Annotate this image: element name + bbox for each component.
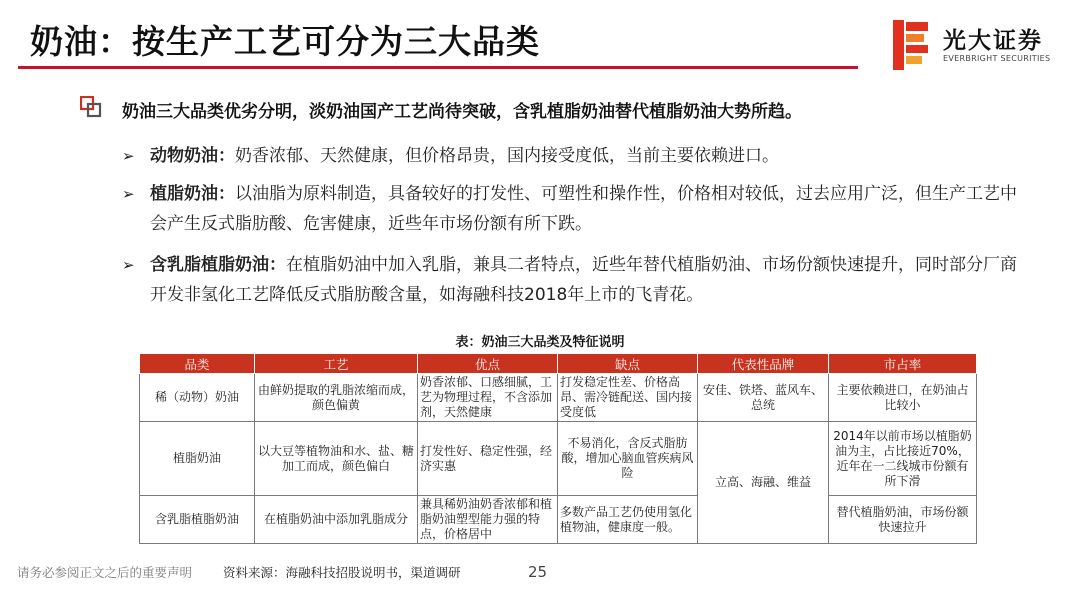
cell-pros: 奶香浓郁、口感细腻，工艺为物理过程，不含添加剂，天然健康 <box>418 374 558 422</box>
table-header-row <box>140 354 977 374</box>
bullet-vegetable-cream <box>122 179 1020 239</box>
bullet-text: 奶香浓郁、天然健康，但价格昂贵，国内接受度低，当前主要依赖进口。 <box>235 146 779 166</box>
col-header-cons: 缺点 <box>558 354 698 374</box>
bullet-label: 含乳脂植脂奶油： <box>150 255 286 275</box>
cell-process: 在植脂奶油中添加乳脂成分 <box>255 496 418 544</box>
cell-pros: 打发性好、稳定性强，经济实惠 <box>418 422 558 496</box>
cell-brands: 安佳、铁塔、蓝风车、总统 <box>698 374 829 422</box>
bullet-mixed-cream <box>122 250 1020 310</box>
everbright-logo-icon <box>893 20 933 70</box>
cell-category: 含乳脂植脂奶油 <box>140 496 255 544</box>
page-title: 奶油：按生产工艺可分为三大品类 <box>30 22 540 61</box>
logo-text-en: EVERBRIGHT SECURITIES <box>943 54 1051 63</box>
summary-headline: 奶油三大品类优劣分明，淡奶油国产工艺尚待突破，含乳植脂奶油替代植脂奶油大势所趋。 <box>122 102 802 122</box>
cell-share: 替代植脂奶油，市场份额快速拉升 <box>829 496 977 544</box>
cell-share: 主要依赖进口，在奶油占比较小 <box>829 374 977 422</box>
col-header-pros: 优点 <box>418 354 558 374</box>
page-number: 25 <box>528 563 548 581</box>
table-row <box>140 374 977 422</box>
table-row <box>140 422 977 496</box>
bullet-animal-cream <box>122 141 1020 171</box>
cell-process: 以大豆等植物油和水、盐、糖加工而成，颜色偏白 <box>255 422 418 496</box>
bullet-label: 动物奶油： <box>150 146 235 166</box>
cell-share: 2014年以前市场以植脂奶油为主，占比接近70%，近年在一二线城市份额有所下滑 <box>829 422 977 496</box>
company-logo <box>893 20 1063 70</box>
cell-process: 由鲜奶提取的乳脂浓缩而成，颜色偏黄 <box>255 374 418 422</box>
cell-category: 稀（动物）奶油 <box>140 374 255 422</box>
cream-category-table <box>139 353 977 544</box>
cell-brands: 立高、海融、维益 <box>698 422 829 544</box>
title-divider <box>18 66 858 69</box>
cell-category: 植脂奶油 <box>140 422 255 496</box>
col-header-process: 工艺 <box>255 354 418 374</box>
col-header-category: 品类 <box>140 354 255 374</box>
bullet-label: 植脂奶油： <box>150 184 235 204</box>
cell-cons: 不易消化，含反式脂肪酸，增加心脑血管疾病风险 <box>558 422 698 496</box>
col-header-brands: 代表性品牌 <box>698 354 829 374</box>
arrow-bullet-icon: ➢ <box>122 185 135 203</box>
arrow-bullet-icon: ➢ <box>122 256 135 274</box>
cell-pros: 兼具稀奶油奶香浓郁和植脂奶油塑型能力强的特点，价格居中 <box>418 496 558 544</box>
col-header-share: 市占率 <box>829 354 977 374</box>
logo-text-cn: 光大证券 <box>943 28 1043 54</box>
table-row <box>140 496 977 544</box>
footer-source: 资料来源：海融科技招股说明书，渠道调研 <box>223 565 461 580</box>
table-title: 表：奶油三大品类及特征说明 <box>455 335 625 350</box>
cell-cons: 打发稳定性差、价格高昂、需冷链配送、国内接受度低 <box>558 374 698 422</box>
arrow-bullet-icon: ➢ <box>122 147 135 165</box>
bullet-text: 以油脂为原料制造，具备较好的打发性、可塑性和操作性，价格相对较低，过去应用广泛，但生产工艺中会产生反式脂肪酸、危害健康，近些年市场份额有所下跌。 <box>150 184 1017 234</box>
bullet-text: 在植脂奶油中加入乳脂，兼具二者特点，近些年替代植脂奶油、市场份额快速提升，同时部分厂商开发非氢化工艺降低反式脂肪酸含量，如海融科技2018年上市的飞青花。 <box>150 255 1017 305</box>
cell-cons: 多数产品工艺仍使用氢化植物油，健康度一般。 <box>558 496 698 544</box>
square-bullet-icon <box>80 96 102 118</box>
footer-disclaimer: 请务必参阅正文之后的重要声明 <box>17 565 193 580</box>
